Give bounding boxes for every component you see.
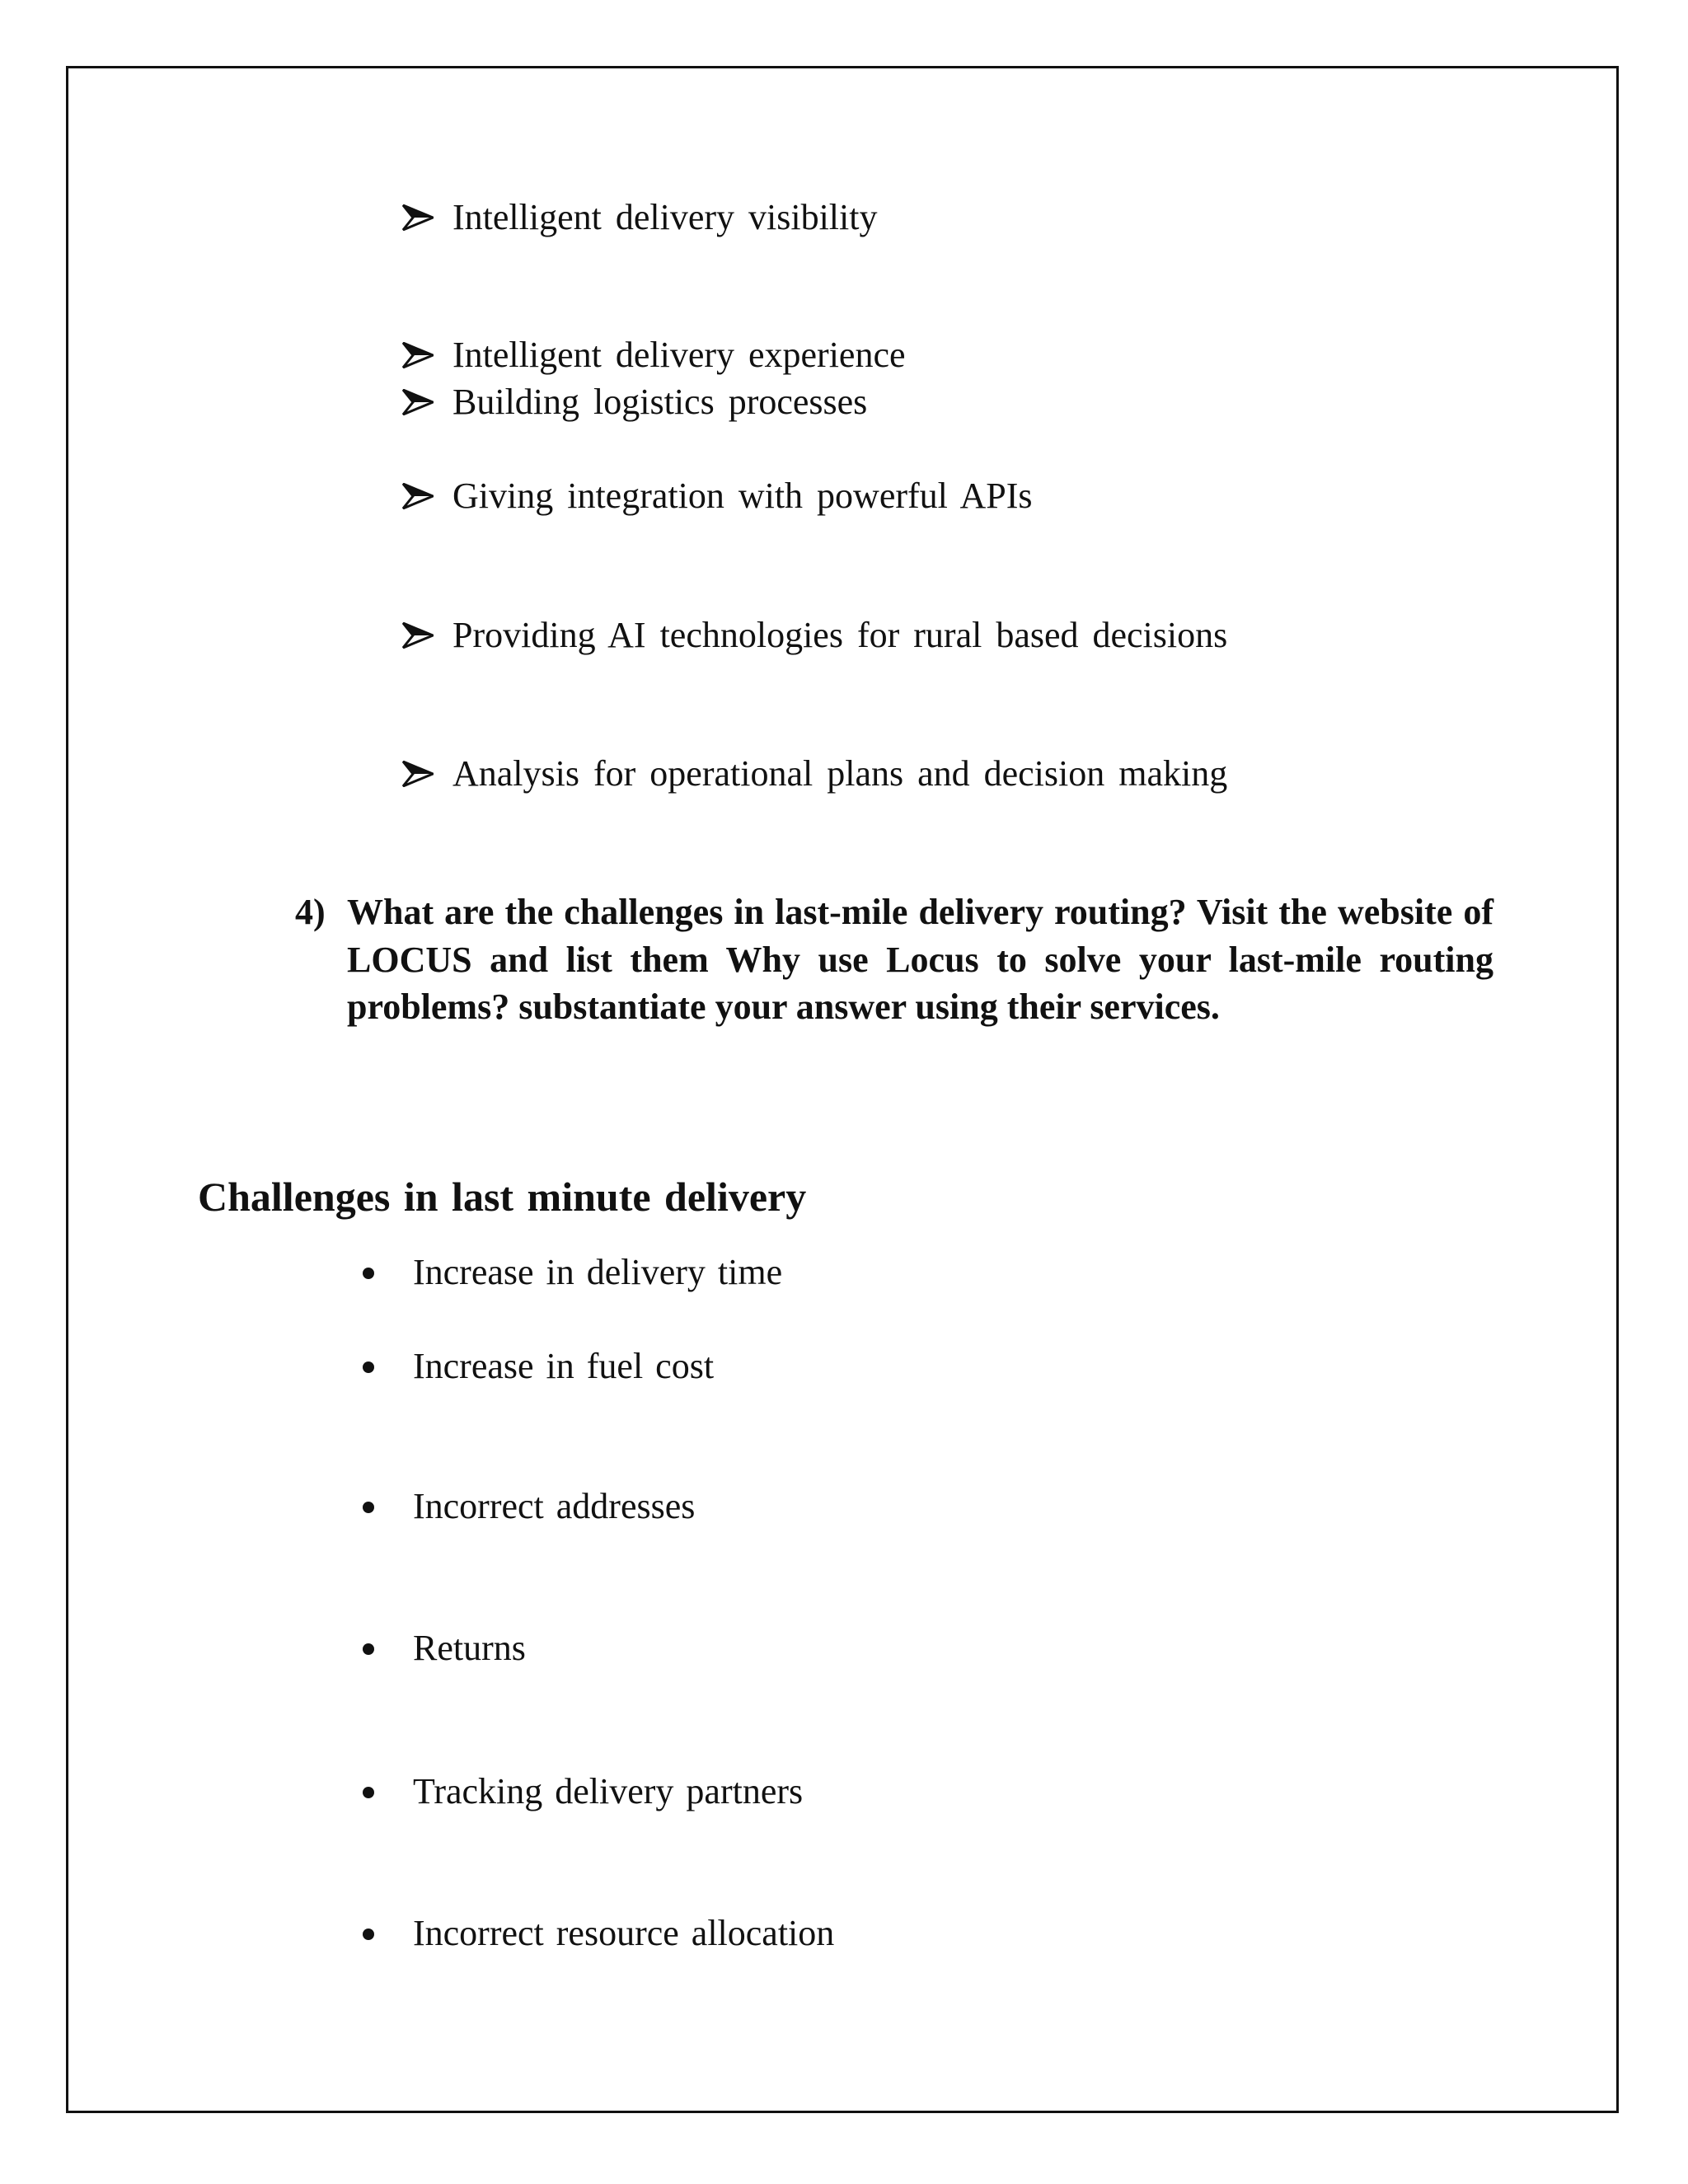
list-item-text: Increase in delivery time <box>413 1252 783 1292</box>
list-item-text: Intelligent delivery experience <box>452 335 906 375</box>
arrowhead-bullet-icon <box>402 483 434 509</box>
list-item-text: Giving integration with powerful APIs <box>452 476 1033 516</box>
list-item-text: Building logistics processes <box>452 382 868 422</box>
list-item-text: Increase in fuel cost <box>413 1346 715 1386</box>
round-bullet-icon <box>363 1787 374 1798</box>
question-text: What are the challenges in last-mile delivery routing? Visit the website of LOCUS and list them Why use Locus to solve your last-mile routing problems? substantiate your answer using their services. <box>347 892 1493 1027</box>
round-bullet-icon <box>363 1643 374 1655</box>
list-item-text: Providing AI technologies for rural based decisions <box>452 615 1228 655</box>
round-bullet-icon <box>363 1268 374 1279</box>
round-bullet-icon <box>363 1929 374 1940</box>
arrowhead-bullet-icon <box>402 204 434 231</box>
list-item-text: Analysis for operational plans and decision making <box>452 753 1228 794</box>
list-item-text: Incorrect resource allocation <box>413 1913 835 1953</box>
arrowhead-bullet-icon <box>402 342 434 368</box>
list-item-text: Tracking delivery partners <box>413 1771 804 1811</box>
question-number: 4) <box>295 892 326 932</box>
list-item-text: Incorrect addresses <box>413 1486 696 1526</box>
arrowhead-bullet-icon <box>402 622 434 649</box>
round-bullet-icon <box>363 1361 374 1373</box>
round-bullet-icon <box>363 1502 374 1513</box>
list-item-text: Intelligent delivery visibility <box>452 197 878 237</box>
arrowhead-bullet-icon <box>402 761 434 787</box>
section-heading: Challenges in last minute delivery <box>198 1174 807 1220</box>
arrowhead-bullet-icon <box>402 389 434 415</box>
list-item-text: Returns <box>413 1628 526 1668</box>
